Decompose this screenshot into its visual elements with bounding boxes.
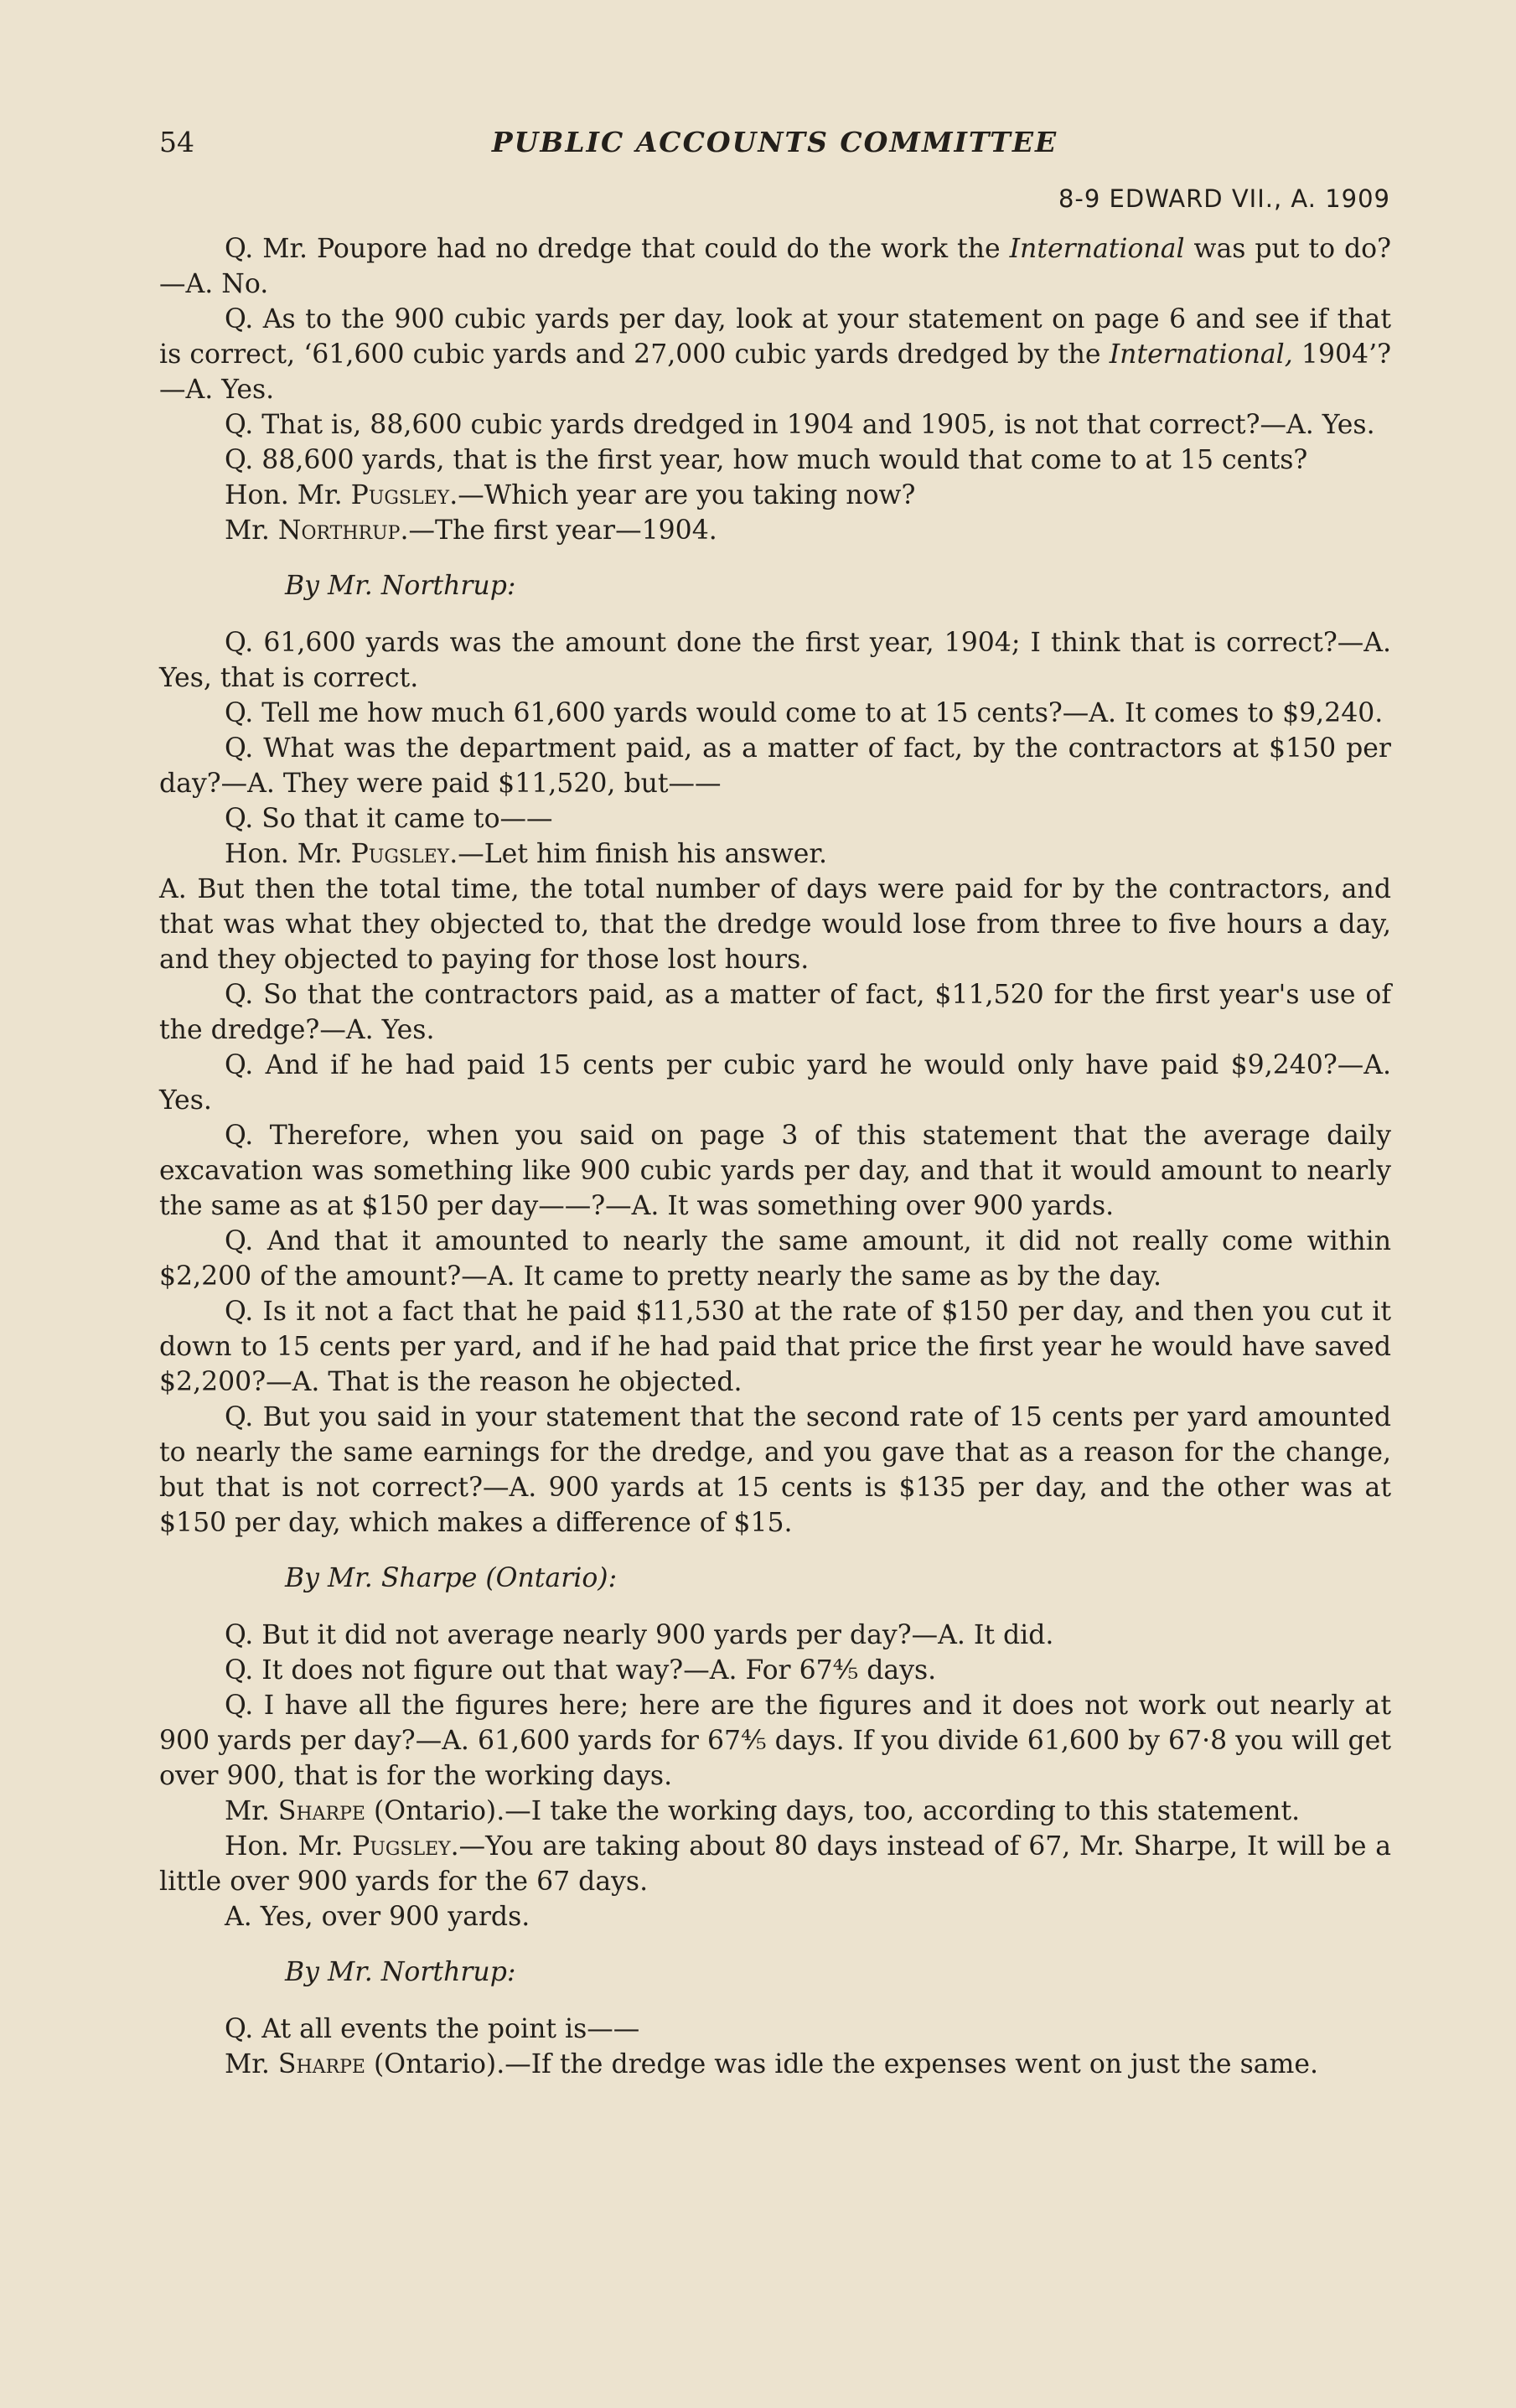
paragraph: Mr. Sharpe (Ontario).—If the dredge was idle the expenses went on just the same. <box>225 2049 1319 2079</box>
page-number: 54 <box>159 126 194 158</box>
paragraph: Mr. Northrup.—The first year—1904. <box>225 515 717 546</box>
section-heading: By Mr. Northrup: <box>285 571 516 601</box>
paragraph: Mr. Sharpe (Ontario).—I take the working days, too, according to this statement. <box>225 1796 1301 1826</box>
section-heading: By Mr. Northrup: <box>285 1957 516 1987</box>
paragraph: Hon. Mr. Pugsley.—Which year are you taking now? <box>225 480 916 510</box>
paragraph: Q. But you said in your statement that the second rate of 15 cents per yard amounted to nearly the same earnings for the dredge, and you gave that as a reason for the change, but that is not correct?—A. 900 yards at 15 cents is $135 per day, and the other was at $150 per day, which makes a difference of $15. <box>159 1402 1391 1538</box>
paragraph: Q. And if he had paid 15 cents per cubic yard he would only have paid $9,240?—A. Yes. <box>159 1050 1391 1116</box>
paragraph: Q. 88,600 yards, that is the first year, how much would that come to at 15 cents? <box>225 445 1308 475</box>
paragraph: Q. Mr. Poupore had no dredge that could do the work the International was put to do?—A. No. <box>159 234 1391 299</box>
paragraph: Q. So that it came to—— <box>225 804 553 834</box>
paragraph: Q. Therefore, when you said on page 3 of this statement that the average daily excavation was something like 900 cubic yards per day, and that it would amount to nearly the same as at $150 per day——?—A. It was something over 900 yards. <box>159 1121 1391 1221</box>
paragraph: Q. What was the department paid, as a matter of fact, by the contractors at $150 per day?—A. They were paid $11,520, but—— <box>159 733 1391 799</box>
paragraph: Q. And that it amounted to nearly the same amount, it did not really come within $2,200 of the amount?—A. It came to pretty nearly the same as by the day. <box>159 1226 1391 1292</box>
paragraph: Q. 61,600 yards was the amount done the first year, 1904; I think that is correct?—A. Yes, that is correct. <box>159 628 1391 693</box>
section-heading: By Mr. Sharpe (Ontario): <box>285 1563 618 1593</box>
paragraph: Q. At all events the point is—— <box>225 2014 640 2044</box>
session-line: 8-9 EDWARD VII., A. 1909 <box>1058 184 1390 213</box>
paragraph: Q. Is it not a fact that he paid $11,530 at the rate of $150 per day, and then you cut it down to 15 cents per yard, and if he had paid that price the first year he would have saved $2,200?—A. That is the reason he objected. <box>159 1297 1391 1397</box>
page-header <box>159 126 1390 168</box>
paragraph: Q. But it did not average nearly 900 yards per day?—A. It did. <box>225 1620 1054 1650</box>
running-title: PUBLIC ACCOUNTS COMMITTEE <box>491 126 1058 158</box>
paragraph: A. But then the total time, the total number of days were paid for by the contractors, and that was what they objected to, that the dredge would lose from three to five hours a day, and they objected to paying for those lost hours. <box>159 874 1391 975</box>
document-body <box>159 231 1391 2082</box>
paragraph: Q. Tell me how much 61,600 yards would come to at 15 cents?—A. It comes to $9,240. <box>225 698 1384 728</box>
paragraph: Q. As to the 900 cubic yards per day, look at your statement on page 6 and see if that is correct, ‘61,600 cubic yards and 27,000 cubic yards dredged by the International, 1904’?—A. Yes. <box>159 304 1391 405</box>
paragraph: Q. So that the contractors paid, as a matter of fact, $11,520 for the first year's use of the dredge?—A. Yes. <box>159 980 1391 1045</box>
paragraph: Q. That is, 88,600 cubic yards dredged in 1904 and 1905, is not that correct?—A. Yes. <box>225 410 1375 440</box>
paragraph: Q. It does not figure out that way?—A. For 67⅘ days. <box>225 1655 937 1686</box>
paragraph: Hon. Mr. Pugsley.—Let him finish his answer. <box>225 839 828 869</box>
paragraph: Q. I have all the figures here; here are the figures and it does not work out nearly at 900 yards per day?—A. 61,600 yards for 67⅘ days. If you divide 61,600 by 67·8 you will get over 900, that is for the working days. <box>159 1691 1391 1791</box>
paragraph: A. Yes, over 900 yards. <box>225 1902 530 1932</box>
paragraph: Hon. Mr. Pugsley.—You are taking about 80 days instead of 67, Mr. Sharpe, It will be a little over 900 yards for the 67 days. <box>159 1831 1391 1897</box>
